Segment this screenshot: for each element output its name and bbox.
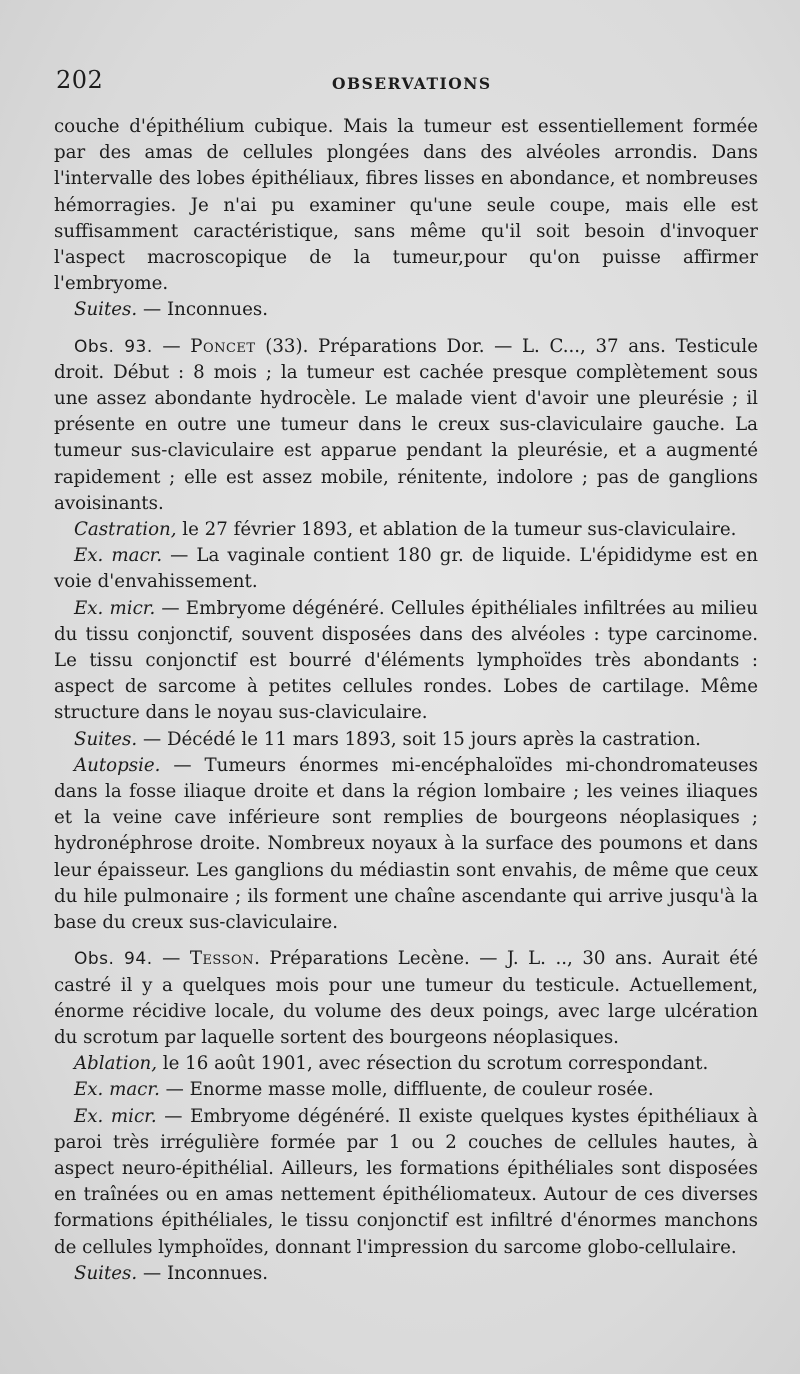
paragraph-text: — Inconnues. (137, 1262, 268, 1284)
observation-93-paragraph (54, 543, 758, 595)
observation-label: Obs. 93. (74, 336, 153, 357)
observation-93-heading (54, 334, 758, 517)
paragraph-text: — Embryome dégénéré. Cellules épithéliales infiltrées au milieu du tissu conjonctif, souvent disposées dans des alvéoles : type carcinome. Le tissu conjonctif est bourré d'éléments lymphoïdes très abondants : aspect de sarcome à petites cellules rondes. Lobes de cartilage. Même structure dans le noyau sus-claviculaire. (54, 597, 758, 724)
paragraph-text: le 16 août 1901, avec résection du scrotum correspondant. (157, 1053, 709, 1075)
observation-dash: — (152, 948, 190, 970)
observation-94-paragraph (54, 1104, 758, 1261)
observation-93-paragraph (54, 517, 758, 543)
paragraph-lead: Suites. (74, 299, 138, 321)
observation-author: Poncet (190, 335, 256, 357)
paragraph-text: — Enorme masse molle, diffluente, de couleur rosée. (159, 1079, 654, 1101)
paragraph-lead: Ablation, (74, 1053, 158, 1075)
paragraph-lead: Ex. macr. (74, 1079, 160, 1101)
observation-94-paragraph (54, 1261, 758, 1287)
paragraph-lead: Castration, (74, 519, 177, 541)
observation-dash: — (152, 335, 191, 357)
observation-93-paragraph (54, 596, 758, 727)
paragraph-lead: Suites. (74, 728, 138, 750)
page-number: 202 (56, 66, 104, 94)
observation-94-paragraph (54, 1077, 758, 1103)
page-body (54, 114, 758, 1287)
paragraph-lead: Ex. micr. (74, 1105, 157, 1127)
observation-author: Tesson (189, 948, 255, 970)
observation-label: Obs. 94. (74, 949, 153, 970)
observation-94-heading (54, 946, 758, 1051)
paragraph-text: — La vaginale contient 180 gr. de liquide. L'épididyme est en voie d'envahissement. (54, 545, 758, 593)
paragraph-text: le 27 février 1893, et ablation de la tumeur sus-claviculaire. (176, 519, 737, 541)
paragraph-text: — Tumeurs énormes mi-encéphaloïdes mi-chondromateuses dans la fosse iliaque droite et dans la région lombaire ; les veines iliaques et la veine cave inférieure sont remplies de bourgeons néoplasiques ; hydronéphrose droite. Nombreux noyaux à la surface des poumons et dans leur épaisseur. Les ganglions du médiastin sont envahis, de même que ceux du hile pulmonaire ; ils forment une chaîne ascendante qui arrive jusqu'à la base du creux sus-claviculaire. (54, 754, 758, 934)
paragraph-lead: Autopsie. (74, 754, 161, 776)
running-head: OBSERVATIONS (332, 74, 492, 93)
paragraph-text: — Embryome dégénéré. Il existe quelques kystes épithéliaux à paroi très irrégulière formée par 1 ou 2 couches de cellules hautes, à aspect neuro-épithélial. Ailleurs, les formations épithéliales sont disposées en traînées ou en amas nettement épithéliomateux. Autour de ces diverses formations épithéliales, le tissu conjonctif est infiltré d'énormes manchons de cellules lymphoïdes, donnant l'impression du sarcome globo-cellulaire. (54, 1105, 759, 1258)
observation-intro: . Préparations Lecène. — J. L. .., 30 ans. Aurait été castré il y a quelques mois pour une tumeur du testicule. Actuellement, énorme récidive locale, du volume des deux poings, avec large ulcération du scrotum par laquelle sortent des bourgeons néoplasiques. (54, 948, 758, 1048)
observation-intro: (33). Préparations Dor. — L. C..., 37 ans. Testicule droit. Début : 8 mois ; la tumeur est cachée presque complètement sous une assez abondante hydrocèle. Le malade vient d'avoir une pleurésie ; il présente en outre une tumeur dans le creux sus-claviculaire gauche. La tumeur sus-claviculaire est apparue pendant la pleurésie, et a augmenté rapidement ; elle est assez mobile, rénitente, indolore ; pas de ganglions avoisinants. (54, 335, 758, 514)
paragraph-text: — Décédé le 11 mars 1893, soit 15 jours après la castration. (137, 728, 701, 750)
observation-93-paragraph (54, 753, 758, 936)
paragraph-text: — Inconnues. (137, 299, 268, 321)
observation-93-paragraph (54, 727, 758, 753)
observation-94-paragraph (54, 1051, 758, 1077)
continuation-paragraph: couche d'épithélium cubique. Mais la tumeur est essentiellement formée par des amas de cellules plongées dans des alvéoles arrondis. Dans l'intervalle des lobes épithéliaux, fibres lisses en abondance, et nombreuses hémorragies. Je n'ai pu examiner qu'une seule coupe, mais elle est suffisamment caractéristique, sans même qu'il soit besoin d'invoquer l'aspect macroscopique de la tumeur,pour qu'on puisse affirmer l'embryome. (54, 116, 758, 295)
paragraph-lead: Suites. (74, 1262, 138, 1284)
paragraph-lead: Ex. macr. (74, 545, 163, 567)
page-header (56, 66, 756, 96)
suites-paragraph (54, 297, 758, 323)
paragraph-lead: Ex. micr. (74, 597, 156, 619)
